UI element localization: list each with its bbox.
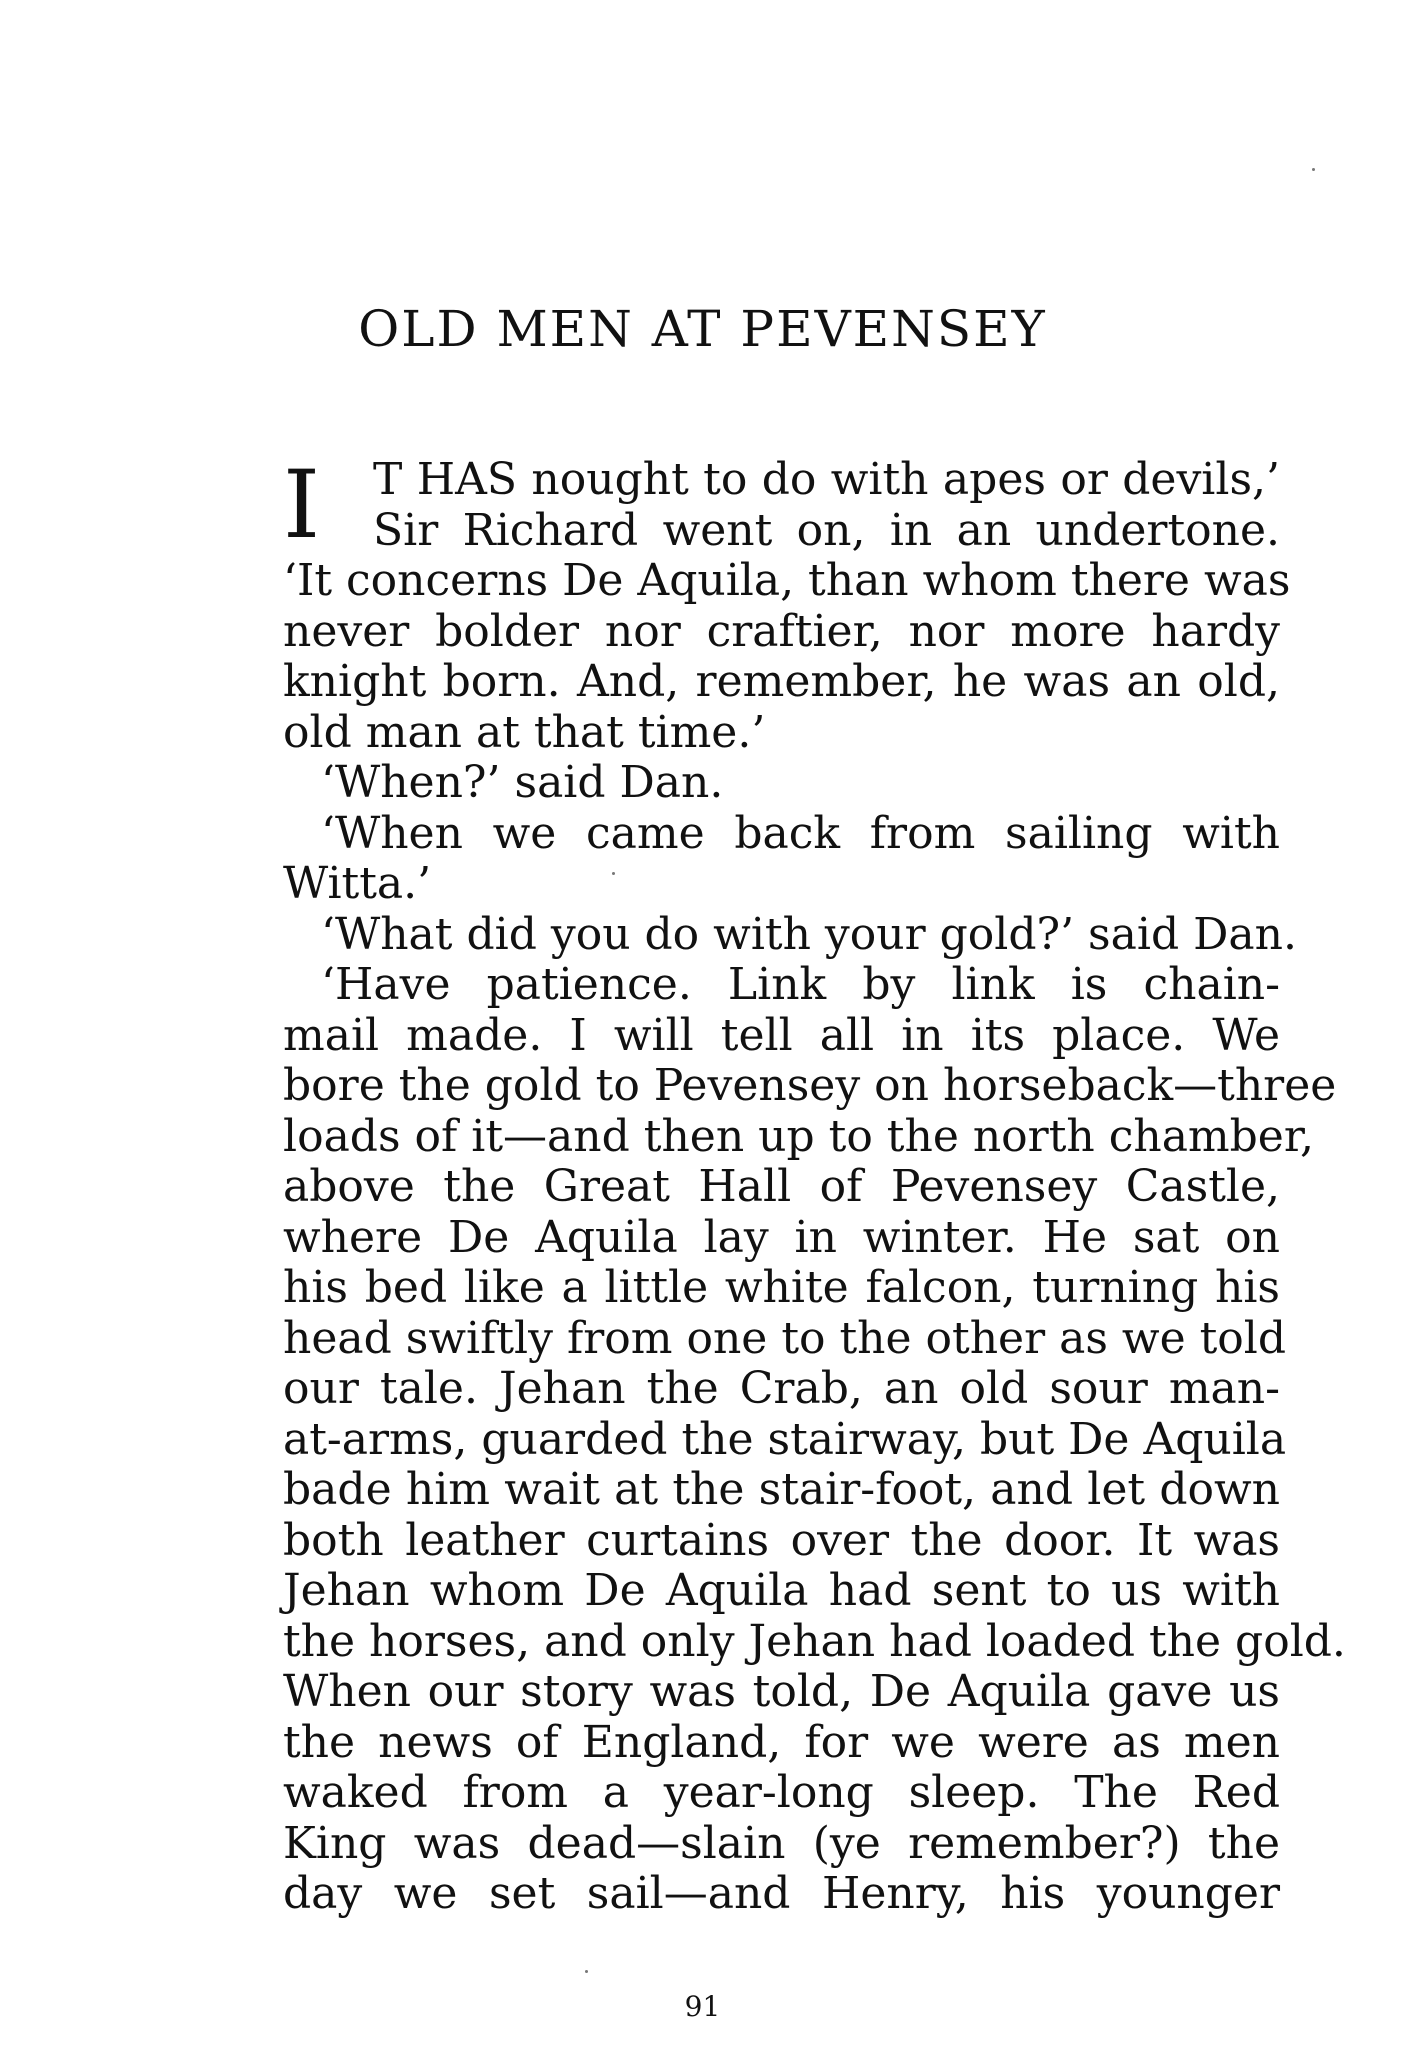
text-line-21: bade him wait at the stair-foot, and let down [283, 1464, 1280, 1515]
drop-cap: I [283, 451, 321, 560]
text-line-3: ‘It concerns De Aquila, than whom there was [283, 555, 1291, 606]
text-line-26: the news of England, for we were as men [283, 1716, 1280, 1768]
text-line-12: mail made. I will tell all in its place. We [283, 1009, 1280, 1061]
text-line-19: our tale. Jehan the Crab, an old sour man- [283, 1363, 1280, 1414]
text-line-1: I T HAS nought to do with apes or devils,’ [283, 451, 1280, 560]
paper-speck [585, 1970, 588, 1973]
text-line-15: above the Great Hall of Pevensey Castle, [283, 1161, 1280, 1212]
text-line-18: head swiftly from one to the other as we told [283, 1312, 1286, 1364]
text-line-17: his bed like a little white falcon, turning his [283, 1262, 1280, 1313]
text-line-11: ‘Have patience. Link by link is chain- [321, 959, 1280, 1010]
text-line-29: day we set sail—and Henry, his younger [283, 1868, 1280, 1919]
text-line-9: Witta.’ [283, 858, 432, 909]
text-line-8: ‘When we came back from sailing with [321, 807, 1280, 859]
text-line-4: never bolder nor craftier, nor more hardy [283, 605, 1280, 657]
page-number: 91 [684, 1990, 721, 2023]
text-line-22: both leather curtains over the door. It was [283, 1514, 1280, 1566]
text-line-28: King was dead—slain (ye remember?) the [283, 1817, 1280, 1869]
body-text [283, 451, 1346, 1920]
text-line-5: knight born. And, remember, he was an old, [283, 656, 1280, 707]
paper-speck [612, 872, 615, 875]
text-line-25: When our story was told, De Aquila gave us [283, 1666, 1280, 1717]
text-line-14: loads of it—and then up to the north chamber, [283, 1110, 1315, 1162]
text-line-20: at-arms, guarded the stairway, but De Aquila [283, 1413, 1287, 1465]
text-line-27: waked from a year-long sleep. The Red [283, 1767, 1280, 1818]
text-line-24: the horses, and only Jehan had loaded the gold. [283, 1615, 1346, 1667]
text-line-2: Sir Richard went on, in an undertone. [373, 504, 1280, 556]
text-line-6: old man at that time.’ [283, 706, 766, 758]
paper-speck [1312, 168, 1315, 171]
text-line-23: Jehan whom De Aquila had sent to us with [283, 1565, 1280, 1616]
text-line-10: ‘What did you do with your gold?’ said Dan. [321, 908, 1297, 960]
text-line-13: bore the gold to Pevensey on horseback—three [283, 1060, 1337, 1111]
text-line-7: ‘When?’ said Dan. [321, 757, 724, 808]
text-line-16: where De Aquila lay in winter. He sat on [283, 1211, 1280, 1263]
chapter-title: OLD MEN AT PEVENSEY [358, 300, 1047, 358]
